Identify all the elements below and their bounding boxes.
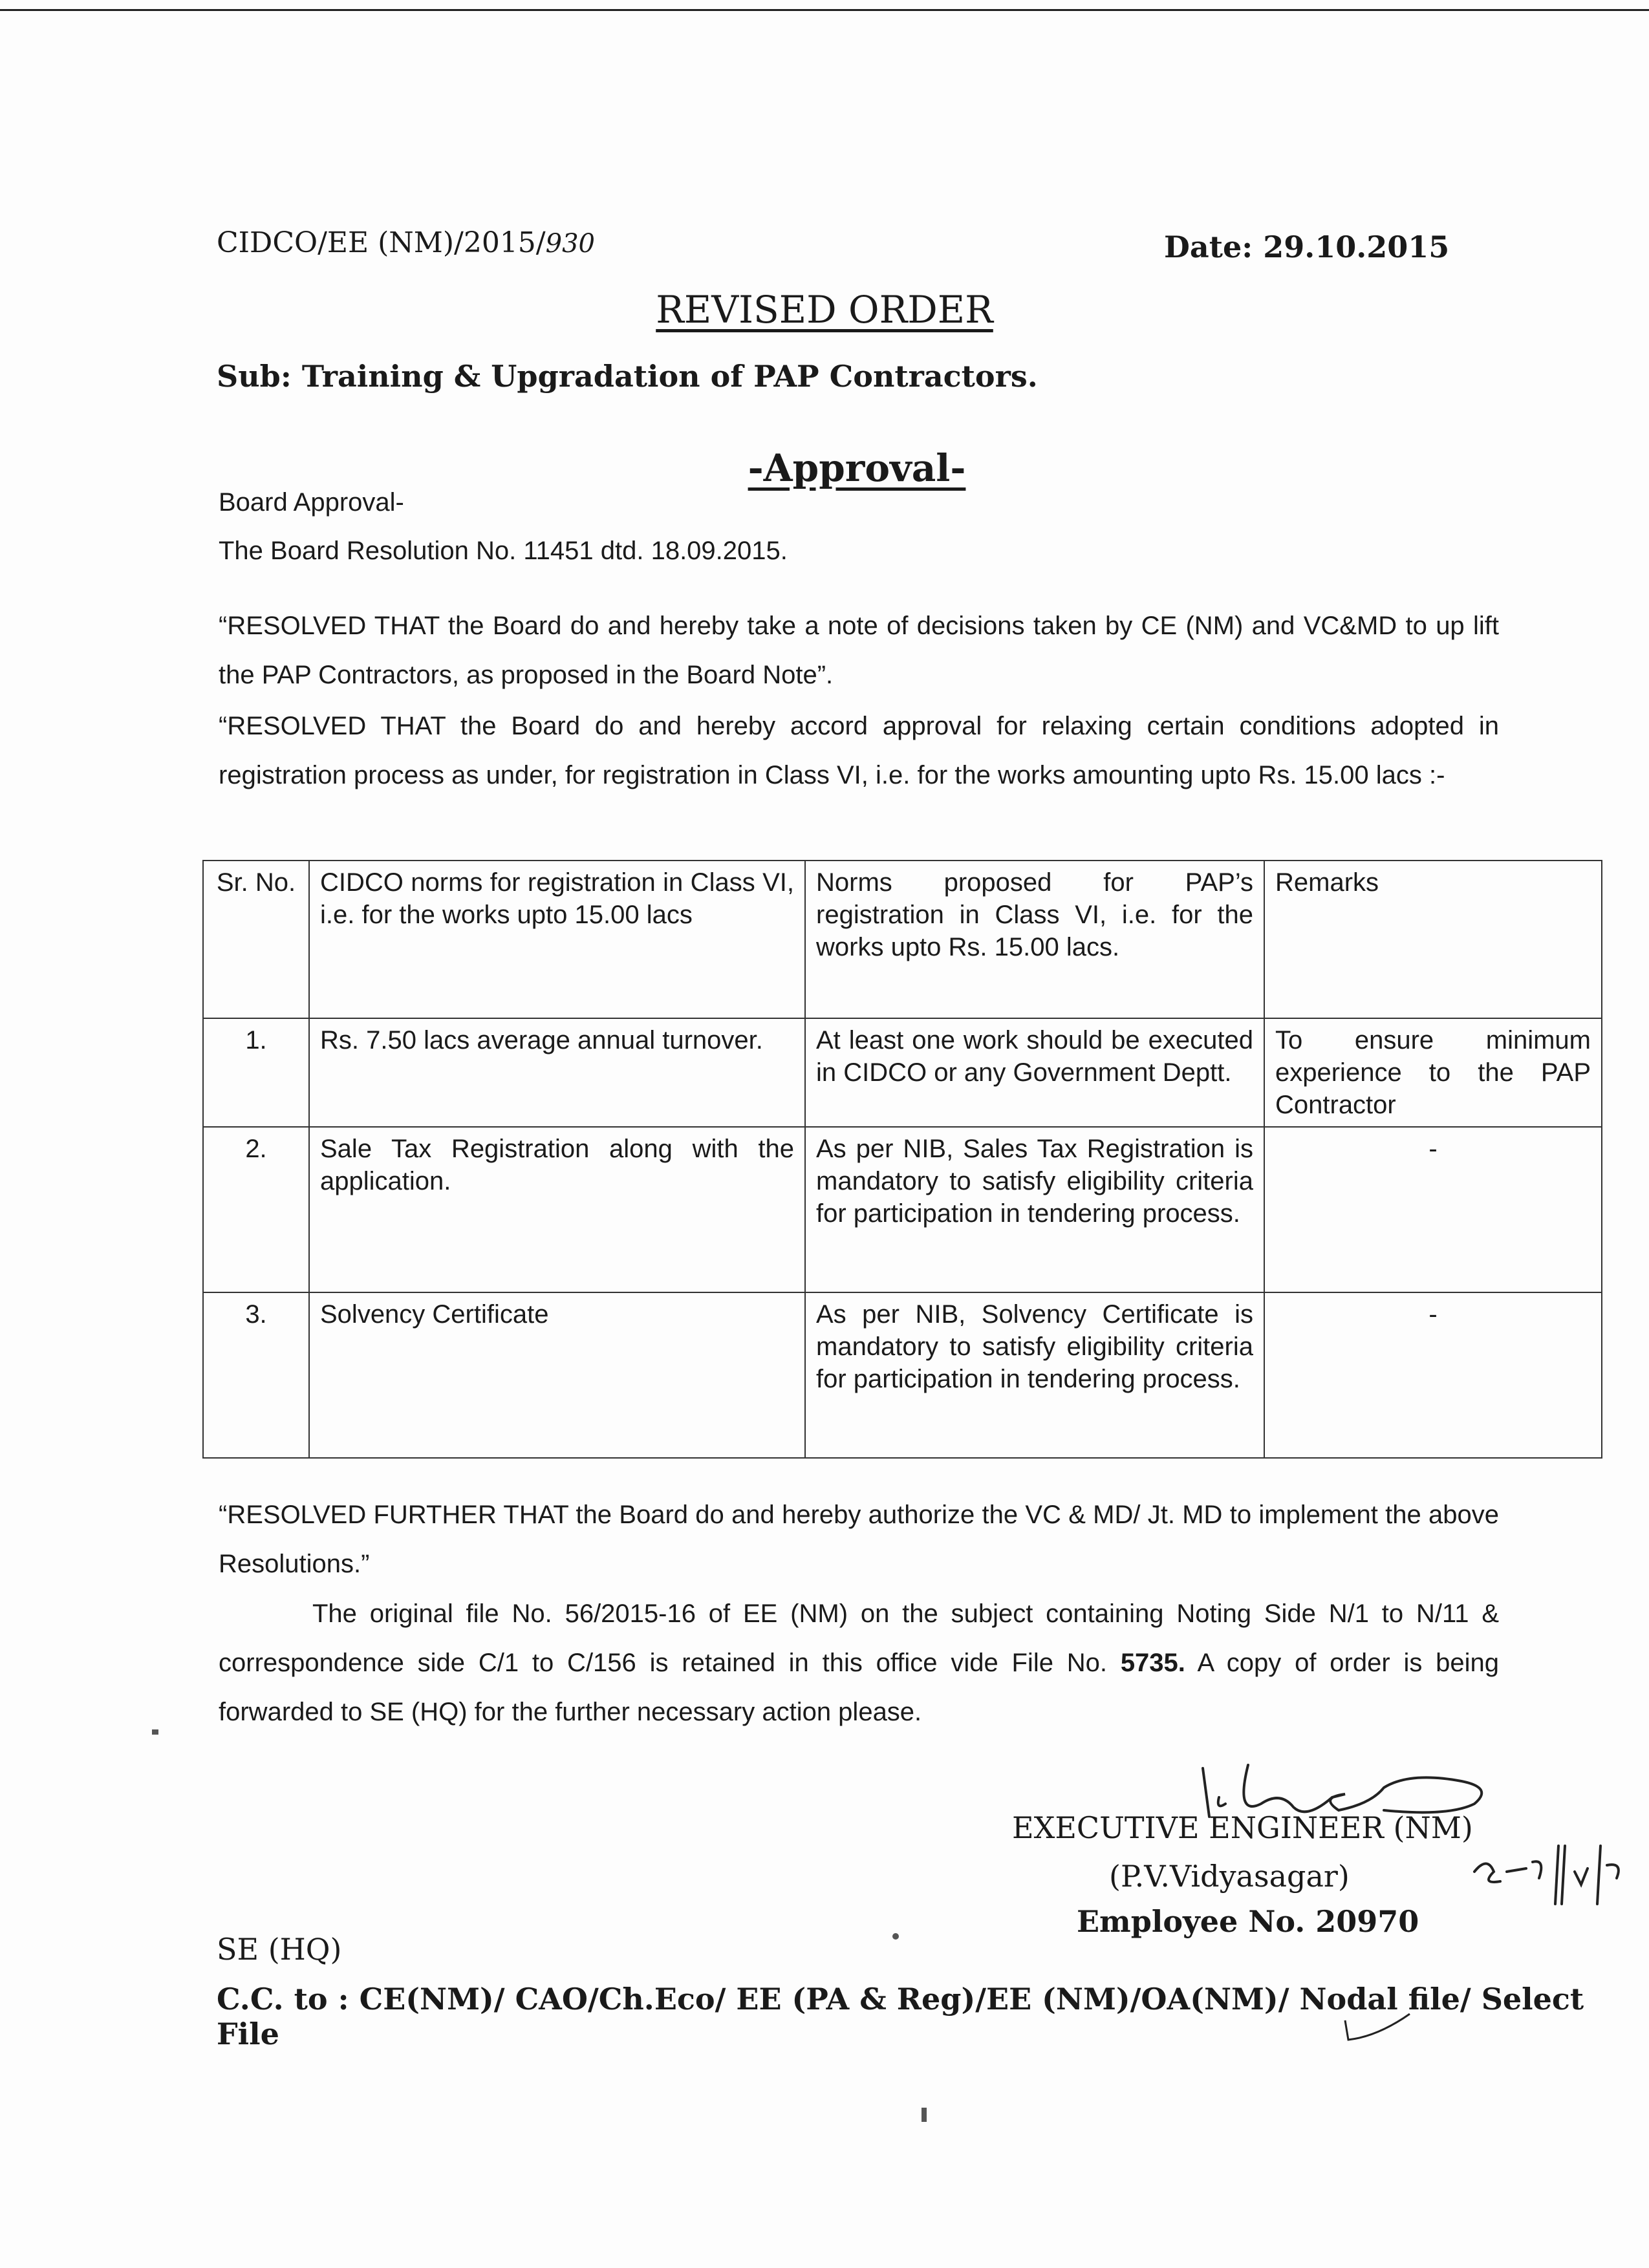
closing-paragraph — [219, 1589, 1499, 1737]
resolution-text: the Board do and hereby accord approval for relaxing certain conditions adopted in registration process as under, for registration in Class VI, i.e. for the works amounting upto Rs. 15.00 lacs :- — [219, 712, 1499, 789]
row-sr: 3. — [203, 1292, 309, 1458]
subject-line: Sub: Training & Upgradation of PAP Contractors. — [217, 359, 1038, 394]
row-cidco-norm: Solvency Certificate — [309, 1292, 805, 1458]
row-remarks: - — [1264, 1127, 1602, 1292]
row-cidco-norm: Rs. 7.50 lacs average annual turnover. — [309, 1018, 805, 1127]
row-remarks: - — [1264, 1292, 1602, 1458]
file-number: 5735. — [1120, 1649, 1185, 1677]
row-remarks: To ensure minimum experience to the PAP Contractor — [1264, 1018, 1602, 1127]
resolution-further-paragraph — [219, 1490, 1499, 1589]
scan-speck — [921, 2108, 927, 2122]
header-sr-no: Sr. No. — [203, 861, 309, 1018]
addressee: SE (HQ) — [217, 1932, 342, 1967]
resolution-lead: “RESOLVED THAT — [219, 612, 440, 640]
signatory-designation: EXECUTIVE ENGINEER (NM) — [1012, 1810, 1473, 1845]
header-cidco-norms: CIDCO norms for registration in Class VI, i.e. for the works upto 15.00 lacs — [309, 861, 805, 1018]
table-row — [203, 1127, 1602, 1292]
row-sr: 1. — [203, 1018, 309, 1127]
resolution-lead: “RESOLVED FURTHER THAT — [219, 1501, 569, 1529]
copy-to-line: C.C. to : CE(NM)/ CAO/Ch.Eco/ EE (PA & Reg)/EE (NM)/OA(NM)/ Nodal file/ Select File — [217, 1982, 1584, 2051]
order-title: REVISED ORDER — [656, 288, 993, 332]
header-remarks: Remarks — [1264, 861, 1602, 1018]
tick-mark-icon — [1339, 2011, 1416, 2049]
table-row — [203, 1018, 1602, 1127]
reference-number-printed: CIDCO/EE (NM)/2015/ — [217, 226, 546, 259]
resolution-text: the Board do and hereby authorize the VC & MD/ Jt. MD to implement the above Resolutions.” — [219, 1501, 1499, 1578]
signatory-name: (P.V.Vidyasagar) — [1109, 1859, 1350, 1894]
scan-speck — [152, 1729, 158, 1735]
closing-text: The original file No. 56/2015-16 of EE (NM) on the subject containing Noting Side N/1 to N/11 & correspondence side C/1 to C/156 is retained in this office vide File No. — [219, 1599, 1499, 1677]
table-header-row — [203, 861, 1602, 1018]
norms-table — [202, 860, 1602, 1459]
resolution-number: The Board Resolution No. 11451 dtd. 18.09.2015. — [219, 537, 788, 565]
row-proposed-norm: As per NIB, Sales Tax Registration is mandatory to satisfy eligibility criteria for participation in tendering process. — [805, 1127, 1264, 1292]
handwritten-date-image — [1468, 1833, 1636, 1910]
resolution-lead: “RESOLVED THAT — [219, 712, 446, 740]
approval-heading: -Approval- — [748, 446, 966, 490]
signatory-employee-number: Employee No. 20970 — [1077, 1904, 1419, 1939]
row-cidco-norm: Sale Tax Registration along with the application. — [309, 1127, 805, 1292]
board-approval-label: Board Approval- — [219, 488, 404, 517]
closing-text-end: A copy of order is being forwarded to SE (HQ) for the further necessary action please. — [219, 1649, 1500, 1726]
order-date: Date: 29.10.2015 — [1164, 230, 1450, 264]
scan-top-edge — [0, 9, 1649, 11]
resolution-paragraph-1 — [219, 601, 1499, 700]
table-row — [203, 1292, 1602, 1458]
row-sr: 2. — [203, 1127, 309, 1292]
resolution-text: the Board do and hereby take a note of decisions taken by CE (NM) and VC&MD to up lift the PAP Contractors, as proposed in the Board Note”. — [219, 612, 1500, 689]
row-proposed-norm: As per NIB, Solvency Certificate is mandatory to satisfy eligibility criteria for participation in tendering process. — [805, 1292, 1264, 1458]
reference-number-handwritten: 930 — [545, 229, 595, 259]
scan-speck — [892, 1933, 899, 1940]
reference-number — [217, 226, 595, 259]
resolution-paragraph-2 — [219, 701, 1499, 800]
header-proposed-norms: Norms proposed for PAP’s registration in Class VI, i.e. for the works upto Rs. 15.00 lacs. — [805, 861, 1264, 1018]
row-proposed-norm: At least one work should be executed in CIDCO or any Government Deptt. — [805, 1018, 1264, 1127]
